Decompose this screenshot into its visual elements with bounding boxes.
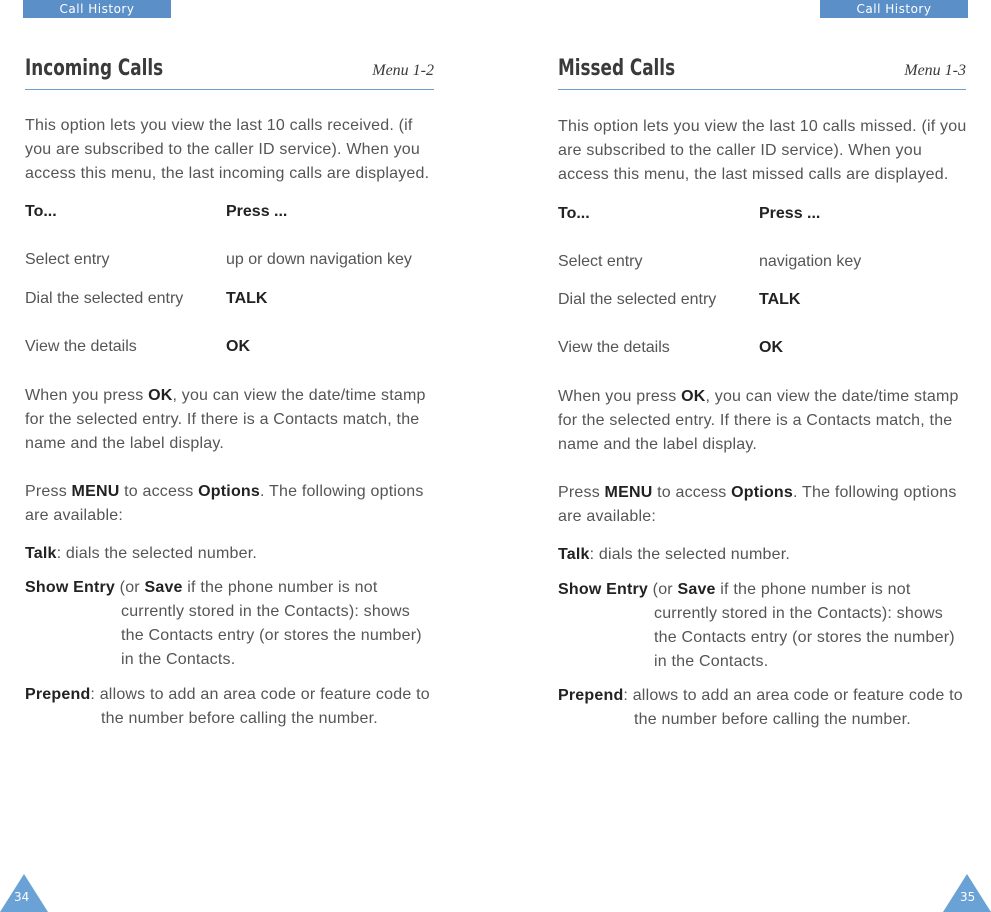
show-entry-option (558, 578, 973, 674)
right-page (496, 0, 991, 912)
menu-pre: Press (558, 484, 605, 501)
section-tab: Call History (820, 0, 968, 18)
row-action: Select entry (558, 253, 643, 270)
col-to: To... (558, 205, 590, 222)
ok-post: , you can view the date/time stamp for the selected entry. If there is a Contacts match, the name and the label display. (558, 388, 959, 453)
ok-key: OK (681, 388, 706, 405)
ok-pre: When you press (25, 387, 149, 404)
table-row (558, 253, 862, 271)
options-paragraph (558, 481, 973, 529)
show-desc: if the phone number is not (182, 579, 378, 596)
talk-desc: : dials the selected number. (589, 546, 791, 563)
intro-paragraph: This option lets you view the last 10 calls missed. (if you are subscribed to the caller ID service). When you access this menu, the last missed calls are displayed. (558, 118, 967, 183)
intro-paragraph: This option lets you view the last 10 calls received. (if you are subscribed to the caller ID service). When you access this menu, the last incoming calls are displayed. (25, 117, 430, 182)
page-title: Missed Calls (558, 56, 676, 81)
show-entry-key: Show Entry (25, 579, 116, 596)
talk-key: Talk (25, 545, 57, 562)
prepend-key: Prepend (558, 687, 624, 704)
menu-number: Menu 1-3 (904, 62, 966, 79)
talk-option (558, 543, 973, 567)
col-press: Press ... (759, 205, 821, 222)
table-row (558, 291, 801, 309)
ok-paragraph (25, 384, 440, 456)
prepend-option (25, 683, 440, 731)
menu-key: MENU (604, 484, 653, 501)
menu-pre: Press (25, 483, 72, 500)
col-press: Press ... (226, 203, 288, 220)
left-page (0, 0, 495, 912)
ok-pre: When you press (558, 388, 682, 405)
table-header (558, 205, 821, 223)
row-action: View the details (558, 339, 670, 356)
menu-post: . The following options are available: (25, 483, 424, 524)
table-row (25, 251, 412, 269)
talk-option (25, 542, 440, 566)
menu-mid: to access (652, 484, 732, 501)
prepend-key: Prepend (25, 686, 91, 703)
options-paragraph (25, 480, 440, 528)
col-to: To... (25, 203, 57, 220)
row-key: navigation key (759, 253, 862, 270)
show-desc-line: currently stored in the Contacts): shows (654, 605, 944, 622)
show-desc-line: the Contacts entry (or stores the number) (654, 629, 955, 646)
show-desc-line: currently stored in the Contacts): shows (121, 603, 411, 620)
table-row (25, 338, 250, 356)
prepend-desc-line: the number before calling the number. (101, 710, 378, 727)
row-key: up or down navigation key (226, 251, 412, 268)
prepend-desc-line: the number before calling the number. (634, 711, 911, 728)
ok-key: OK (148, 387, 173, 404)
show-pre: (or (115, 579, 145, 596)
page-number: 35 (960, 890, 976, 904)
menu-key: MENU (71, 483, 120, 500)
title-divider (25, 89, 434, 90)
table-row (25, 290, 268, 308)
title-divider (558, 89, 966, 90)
row-action: Dial the selected entry (25, 290, 184, 307)
table-header (25, 203, 288, 221)
prepend-option (558, 684, 973, 732)
page-number: 34 (14, 890, 30, 904)
ok-post: , you can view the date/time stamp for the selected entry. If there is a Contacts match, the name and the label display. (25, 387, 426, 452)
row-action: View the details (25, 338, 137, 355)
options-key: Options (731, 484, 793, 501)
table-row (558, 339, 783, 357)
prepend-desc: : allows to add an area code or feature code to (623, 687, 963, 704)
menu-number: Menu 1-2 (372, 62, 434, 79)
talk-key: Talk (558, 546, 590, 563)
save-key: Save (677, 581, 716, 598)
save-key: Save (144, 579, 183, 596)
show-desc-line: the Contacts entry (or stores the number) (121, 627, 422, 644)
show-pre: (or (648, 581, 678, 598)
row-action: Select entry (25, 251, 110, 268)
row-key: TALK (759, 291, 801, 308)
show-desc-line: in the Contacts. (654, 653, 769, 670)
row-key: OK (226, 338, 250, 355)
ok-paragraph (558, 385, 973, 457)
show-entry-key: Show Entry (558, 581, 649, 598)
show-desc: if the phone number is not (715, 581, 911, 598)
row-key: TALK (226, 290, 268, 307)
row-action: Dial the selected entry (558, 291, 717, 308)
menu-mid: to access (119, 483, 199, 500)
section-tab: Call History (23, 0, 171, 18)
show-desc-line: in the Contacts. (121, 651, 236, 668)
menu-post: . The following options are available: (558, 484, 957, 525)
show-entry-option (25, 576, 440, 672)
options-key: Options (198, 483, 260, 500)
prepend-desc: : allows to add an area code or feature code to (90, 686, 430, 703)
row-key: OK (759, 339, 783, 356)
page-title: Incoming Calls (25, 56, 164, 81)
talk-desc: : dials the selected number. (56, 545, 258, 562)
